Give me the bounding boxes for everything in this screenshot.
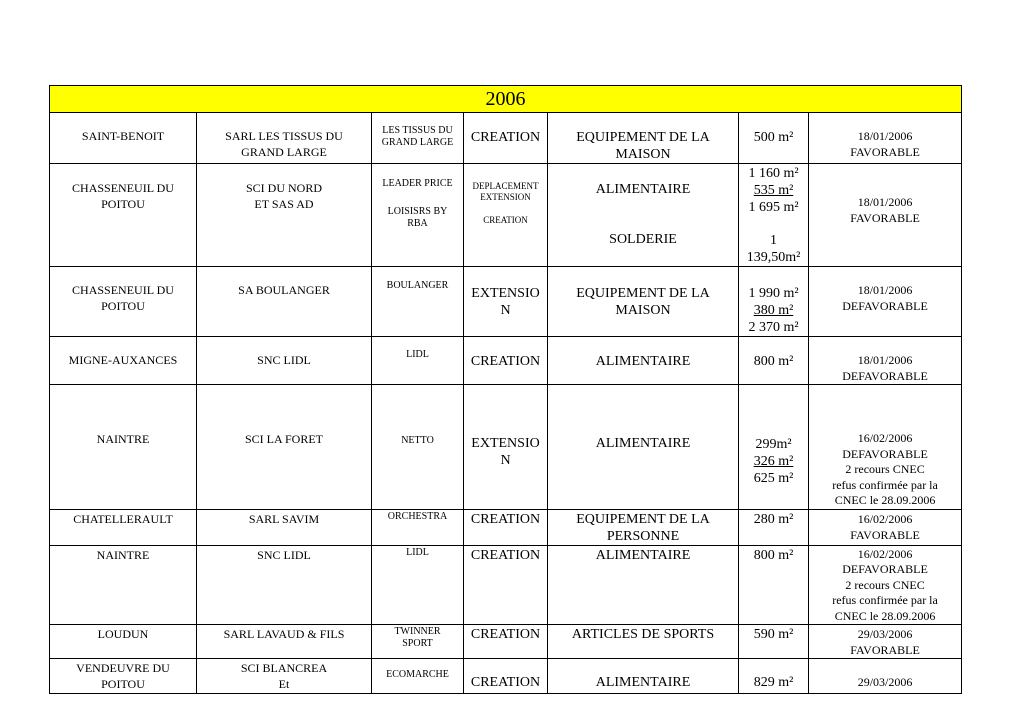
decision-text: 18/01/2006 <box>857 283 913 297</box>
decision-text: 16/02/2006 <box>857 546 913 561</box>
decision-text: CNEC le 28.09.2006 <box>834 493 936 507</box>
brand-cell <box>372 337 464 385</box>
brand-text: RBA <box>407 218 428 229</box>
decision-text: DEFAVORABLE <box>842 562 928 576</box>
decision-text: 16/02/2006 <box>857 511 913 526</box>
decision-text: refus confirmée par la <box>832 593 938 607</box>
activity-text: MAISON <box>615 147 671 162</box>
decision-text: 2 recours CNEC <box>845 462 925 476</box>
decision-text: DEFAVORABLE <box>842 299 928 313</box>
table-row <box>50 337 962 385</box>
nature-cell <box>464 267 548 337</box>
activity-text: ALIMENTAIRE <box>595 547 691 563</box>
petitioner-text: SCI BLANCREA <box>240 661 328 675</box>
surface-text: 590 m² <box>753 627 794 642</box>
commune-cell <box>50 625 197 659</box>
activity-cell <box>548 545 739 625</box>
petitioner-text: SARL LES TISSUS DU <box>225 129 343 143</box>
surface-cell <box>739 509 809 545</box>
surface-text: 800 m² <box>753 547 794 563</box>
brand-cell <box>372 385 464 510</box>
brand-cell <box>372 659 464 694</box>
decision-text: 18/01/2006 <box>857 353 913 367</box>
brand-cell <box>372 267 464 337</box>
activity-text: EQUIPEMENT DE LA <box>576 286 710 301</box>
surface-text: 299m² <box>755 437 792 452</box>
surface-text: 829 m² <box>753 675 794 690</box>
brand-text: GRAND LARGE <box>381 137 454 148</box>
surface-text: 500 m² <box>753 130 794 145</box>
decision-text: 29/03/2006 <box>857 627 913 641</box>
nature-cell <box>464 113 548 164</box>
activity-text: EQUIPEMENT DE LA <box>576 511 710 527</box>
surface-text: 380 m² <box>753 303 794 318</box>
year-header-row <box>50 86 962 113</box>
surface-text: 1 160 m² <box>748 166 799 181</box>
surface-text: 1 <box>770 233 777 248</box>
surface-cell <box>739 337 809 385</box>
nature-text: N <box>500 453 511 468</box>
nature-cell <box>464 337 548 385</box>
surface-text: 326 m² <box>753 454 794 469</box>
commune-cell <box>50 113 197 164</box>
brand-cell <box>372 625 464 659</box>
activity-cell <box>548 385 739 510</box>
decisions-table <box>49 85 962 694</box>
surface-text: 139,50m² <box>746 250 801 265</box>
activity-cell <box>548 337 739 385</box>
activity-cell <box>548 267 739 337</box>
surface-cell <box>739 267 809 337</box>
decision-text: DEFAVORABLE <box>842 446 928 461</box>
brand-text: NETTO <box>401 435 434 446</box>
surface-cell <box>739 113 809 164</box>
surface-text: 535 m² <box>753 183 794 198</box>
table-row <box>50 113 962 164</box>
surface-text: 1 695 m² <box>748 200 799 215</box>
petitioner-cell <box>197 113 372 164</box>
brand-text: BOULANGER <box>386 280 449 291</box>
decision-cell <box>809 545 962 625</box>
nature-cell <box>464 545 548 625</box>
brand-cell <box>372 545 464 625</box>
decision-text: 18/01/2006 <box>857 129 913 143</box>
commune-cell <box>50 337 197 385</box>
decision-text: CNEC le 28.09.2006 <box>834 608 936 623</box>
activity-text: ALIMENTAIRE <box>595 675 691 690</box>
surface-cell <box>739 164 809 267</box>
surface-text: 2 370 m² <box>748 320 799 335</box>
commune-cell <box>50 267 197 337</box>
brand-text: LEADER PRICE <box>382 178 453 189</box>
decision-text: 16/02/2006 <box>857 431 913 445</box>
surface-text: 1 990 m² <box>748 286 799 301</box>
commune-text: MIGNE-AUXANCES <box>68 353 178 367</box>
decision-text: FAVORABLE <box>850 527 920 542</box>
decision-cell <box>809 164 962 267</box>
brand-text: SPORT <box>402 638 433 649</box>
nature-text: CREATION <box>470 627 541 642</box>
activity-text: ALIMENTAIRE <box>595 436 691 451</box>
petitioner-cell <box>197 509 372 545</box>
nature-text: CREATION <box>470 675 541 690</box>
surface-text: 280 m² <box>753 511 794 527</box>
brand-cell <box>372 164 464 267</box>
decision-cell <box>809 337 962 385</box>
commune-text: CHATELLERAULT <box>73 511 173 526</box>
petitioner-text: SARL SAVIM <box>248 511 320 526</box>
table-row <box>50 545 962 625</box>
nature-cell <box>464 625 548 659</box>
petitioner-cell <box>197 164 372 267</box>
surface-text: 625 m² <box>753 471 794 486</box>
petitioner-text: GRAND LARGE <box>241 145 327 159</box>
commune-cell <box>50 545 197 625</box>
activity-cell <box>548 625 739 659</box>
petitioner-text: ET SAS AD <box>254 197 314 211</box>
brand-text: TWINNER <box>394 626 441 637</box>
decision-text: 29/03/2006 <box>857 675 913 689</box>
decision-text: FAVORABLE <box>850 211 920 225</box>
nature-cell <box>464 509 548 545</box>
commune-cell <box>50 164 197 267</box>
surface-text: 800 m² <box>753 354 794 369</box>
activity-text: EQUIPEMENT DE LA <box>576 130 710 145</box>
petitioner-text: SCI DU NORD <box>245 181 322 195</box>
activity-cell <box>548 113 739 164</box>
surface-cell <box>739 545 809 625</box>
commune-text: POITOU <box>101 677 145 691</box>
surface-cell <box>739 385 809 510</box>
commune-text: NAINTRE <box>96 547 150 562</box>
commune-cell <box>50 509 197 545</box>
year-title: 2006 <box>50 86 962 113</box>
petitioner-cell <box>197 337 372 385</box>
nature-cell <box>464 385 548 510</box>
decision-text: FAVORABLE <box>850 145 920 159</box>
decision-text: 18/01/2006 <box>857 195 913 209</box>
commune-text: POITOU <box>101 197 145 211</box>
table-row <box>50 509 962 545</box>
surface-cell <box>739 659 809 694</box>
table-row <box>50 625 962 659</box>
decision-cell <box>809 385 962 510</box>
petitioner-cell <box>197 545 372 625</box>
activity-text: ALIMENTAIRE <box>595 354 691 369</box>
commune-cell <box>50 385 197 510</box>
nature-cell <box>464 164 548 267</box>
nature-text: CREATION <box>470 547 541 563</box>
commune-text: LOUDUN <box>97 627 149 641</box>
brand-text: LIDL <box>406 546 429 558</box>
nature-text: CREATION <box>483 215 528 225</box>
brand-text: ECOMARCHE <box>386 669 449 680</box>
commune-text: CHASSENEUIL DU <box>72 283 174 297</box>
commune-text: NAINTRE <box>96 432 150 446</box>
decision-text: DEFAVORABLE <box>842 369 928 383</box>
petitioner-cell <box>197 385 372 510</box>
table-row <box>50 659 962 694</box>
decision-cell <box>809 509 962 545</box>
nature-text: CREATION <box>470 130 541 145</box>
activity-text: ALIMENTAIRE <box>595 182 691 197</box>
activity-cell <box>548 164 739 267</box>
nature-text: EXTENSION <box>480 192 531 202</box>
surface-cell <box>739 625 809 659</box>
brand-text: LOISISRS BY <box>387 206 448 217</box>
commune-text: CHASSENEUIL DU <box>72 181 174 195</box>
commune-text: SAINT-BENOIT <box>81 129 165 143</box>
nature-text: EXTENSIO <box>471 286 540 301</box>
nature-cell <box>464 659 548 694</box>
nature-text: N <box>500 303 511 318</box>
decision-text: refus confirmée par la <box>832 477 938 492</box>
brand-text: ORCHESTRA <box>387 510 448 522</box>
table-row <box>50 385 962 510</box>
nature-text: CREATION <box>470 354 541 369</box>
brand-text: LES TISSUS DU <box>382 125 453 136</box>
commune-cell <box>50 659 197 694</box>
decision-text: 2 recours CNEC <box>845 577 925 592</box>
petitioner-text: Et <box>278 677 290 691</box>
activity-cell <box>548 509 739 545</box>
activity-text: MAISON <box>615 303 671 318</box>
decision-cell <box>809 267 962 337</box>
petitioner-text: SCI LA FORET <box>244 432 323 446</box>
activity-text: ARTICLES DE SPORTS <box>571 627 715 642</box>
petitioner-cell <box>197 267 372 337</box>
petitioner-text: SNC LIDL <box>257 353 311 367</box>
petitioner-text: SA BOULANGER <box>238 283 330 297</box>
table-row <box>50 267 962 337</box>
petitioner-cell <box>197 625 372 659</box>
nature-text: CREATION <box>470 511 541 527</box>
nature-text: EXTENSIO <box>471 436 540 451</box>
decision-cell <box>809 625 962 659</box>
brand-text: LIDL <box>406 349 429 360</box>
commune-text: VENDEUVRE DU <box>76 661 170 675</box>
activity-text: SOLDERIE <box>609 232 677 247</box>
petitioner-cell <box>197 659 372 694</box>
petitioner-text: SARL LAVAUD & FILS <box>223 627 345 641</box>
decision-cell <box>809 659 962 694</box>
table-row <box>50 164 962 267</box>
decision-text: FAVORABLE <box>850 643 920 657</box>
commune-text: POITOU <box>101 299 145 313</box>
brand-cell <box>372 113 464 164</box>
decision-cell <box>809 113 962 164</box>
nature-text: DEPLACEMENT <box>472 181 539 191</box>
petitioner-text: SNC LIDL <box>257 547 311 562</box>
brand-cell <box>372 509 464 545</box>
activity-cell <box>548 659 739 694</box>
activity-text: PERSONNE <box>606 528 680 544</box>
